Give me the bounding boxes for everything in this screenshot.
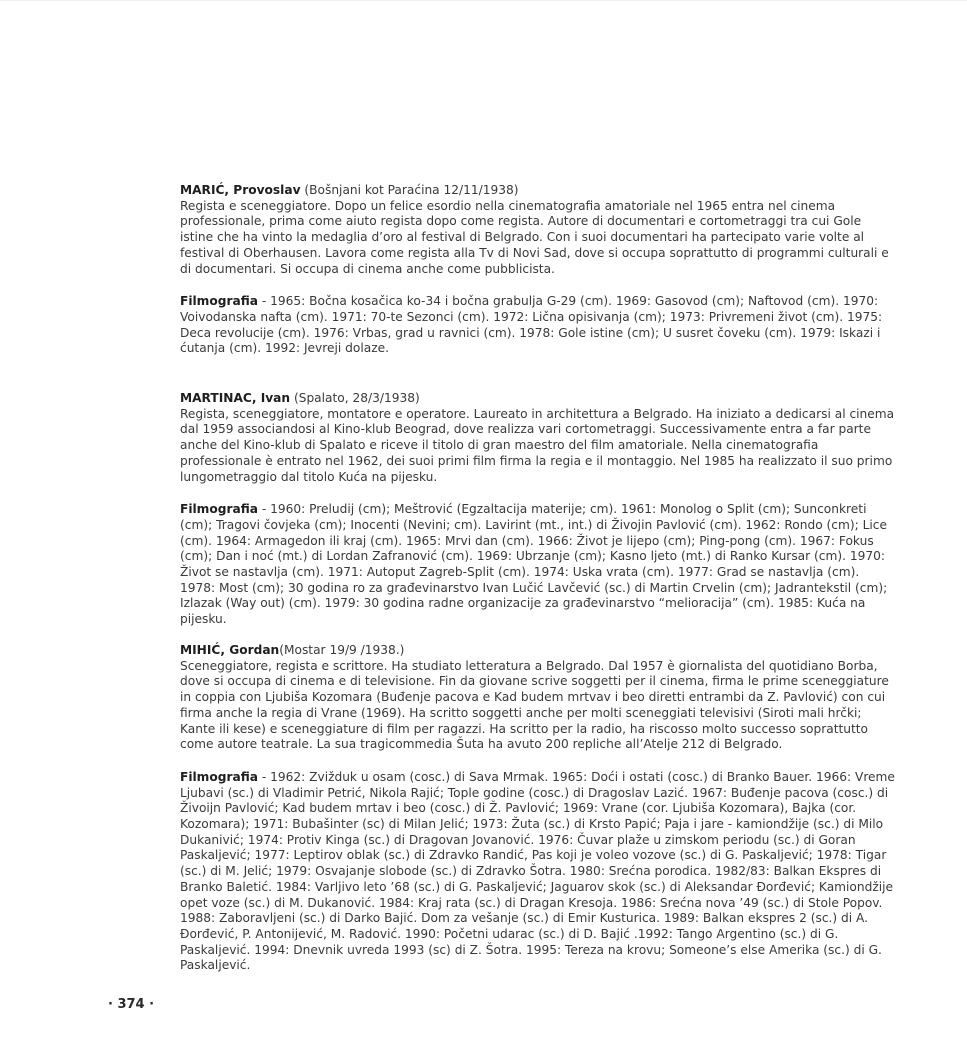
entry-birth: (Mostar 19/9 /1938.) [279, 643, 405, 657]
entry-filmography [180, 294, 898, 357]
filmography-text: - 1960: Preludij (cm); Meštrović (Egzaltacija materije; cm). 1961: Monolog o Split (cm); Sunconkreti (cm); Tragovi čovjeka (cm); Inocenti (Nevini; cm). Lavirint (mt., int.) di Živojin Pavlović (cm). 1962: Rondo (cm); Lice (cm). 1964: Armagedon ili kraj (cm). 1965: Mrvi dan (cm). 1966: Život je lijepo (cm); Ping-pong (cm). 1967: Fokus (cm); Dan i noć (mt.) di Lordan Zafranović (cm). 1969: Ubrzanje (cm); Kasno ljeto (mt.) di Ranko Kursar (cm). 1970: Život se nastavlja (cm). 1971: Autoput Zagreb-Split (cm). 1974: Uska vrata (cm). 1977: Grad se nastavlja (cm). 1978: Most (cm); 30 godina ro za građevinarstvo Ivan Lučić Lavčević (sc.) di Martin Crvelin (cm); Jadrantekstil (cm); Izlazak (Way out) (cm). 1979: 30 godina radne organizacije za građevinarstvo “melioracija” (cm). 1985: Kuća na pijesku. [180, 502, 888, 627]
page-edge [0, 0, 967, 1]
entry-filmography [180, 502, 898, 628]
entry-filmography [180, 770, 898, 974]
entry-heading [180, 183, 898, 199]
entry-heading [180, 643, 898, 659]
entry-birth: (Bošnjani kot Paraćina 12/11/1938) [304, 183, 519, 197]
biography-entry [180, 643, 898, 974]
page-number: · 374 · [108, 997, 155, 1012]
entry-name: MIHIĆ, Gordan [180, 643, 280, 657]
filmography-label: Filmografia [180, 502, 258, 517]
entry-name: MARTINAC, Ivan [180, 391, 291, 405]
entry-heading [180, 391, 898, 407]
biography-entry [180, 391, 898, 628]
entry-bio: Regista, sceneggiatore, montatore e operatore. Laureato in architettura a Belgrado. Ha iniziato a dedicarsi al cinema dal 1959 associandosi al Kino-klub Beograd, dove realizza vari cortometraggi. Successivamente entra a far parte anche del Kino-klub di Spalato e riceve il titolo di gran maestro del film amatoriale. Nella cinematografia professionale è entrato nel 1962, dei suoi primi film firma la regia e il montaggio. Nel 1985 ha realizzato il suo primo lungometraggio dal titolo Kuća na pijesku. [180, 406, 895, 484]
entry-name: MARIĆ, Provoslav [180, 183, 301, 197]
filmography-label: Filmografia [180, 294, 258, 309]
entry-bio: Regista e sceneggiatore. Dopo un felice esordio nella cinematografia amatoriale nel 1965 entra nel cinema professionale, prima come aiuto regista dopo come regista. Autore di documentari e cortometraggi tra cui Gole istine che ha vinto la medaglia d’oro al festival di Belgrado. Con i suoi documentari ha partecipato varie volte al festival di Oberhausen. Lavora come regista alla Tv di Novi Sad, dove si occupa soprattutto di programmi culturali e di documentari. Si occupa di cinema anche come pubblicista. [180, 198, 889, 276]
filmography-text: - 1962: Zvižduk u osam (cosc.) di Sava Mrmak. 1965: Doći i ostati (cosc.) di Branko Bauer. 1966: Vreme Ljubavi (sc.) di Vladimir Petrić, Nikola Rajić; Tople godine (cosc.) di Dragoslav Lazić. 1967: Buđenje pacova (cosc.) di Živoijn Pavlović; Kad budem mrtav i beo (cosc.) di Ž. Pavlović; 1969: Vrane (cor. Ljubiša Kozomara), Bajka (cor. Kozomara); 1971: Bubašinter (sc) di Milan Jelić; 1973: Žuta (sc.) di Krsto Papić; Paja i jare - kamiondžije (sc.) di Milo Dukanivić; 1974: Protiv Kinga (sc.) di Dragovan Jovanović. 1976: Čuvar plaže u zimskom periodu (sc.) di Goran Paskaljević; 1977: Leptirov oblak (sc.) di Zdravko Randić, Pas koji je voleo vozove (sc.) di G. Paskaljević; 1978: Tigar (sc.) di M. Jelić; 1979: Osvajanje slobode (sc.) di Zdravko Šotra. 1980: Srećna porodica. 1982/83: Balkan Ekspres di Branko Baletić. 1984: Varljivo leto ’68 (sc.) di G. Paskaljević; Jaguarov skok (sc.) di Aleksandar Đorđević; Kamiondžije opet voze (sc.) di M. Dukanović. 1984: Kraj rata (sc.) di Dragan Kresoja. 1986: Srećna nova ’49 (sc.) di Stole Popov. 1988: Zaboravljeni (sc.) di Darko Bajić. Dom za vešanje (sc.) di Emir Kusturica. 1989: Balkan ekspres 2 (sc.) di A. Đorđević, P. Antonijević, M. Radović. 1990: Početni udarac (sc.) di D. Bajić .1992: Tango Argentino (sc.) di G. Paskaljević. 1994: Dnevnik uvreda 1993 (sc) di Z. Šotra. 1995: Tereza na krovu; Someone’s else Amerika (sc.) di G. Paskaljević. [180, 769, 895, 973]
filmography-text: - 1965: Bočna kosačica ko-34 i bočna grabulja G-29 (cm). 1969: Gasovod (cm); Naftovod (cm). 1970: Voivodanska nafta (cm). 1971: 70-te Sezonci (cm). 1972: Lična opisivanja (cm); 1973: Privremeni život (cm). 1975: Deca revolucije (cm). 1976: Vrbas, grad u ravnici (cm). 1978: Gole istine (cm); U susret čoveku (cm). 1979: Iskazi i ćutanja (cm). 1992: Jevreji dolaze. [180, 294, 883, 356]
entry-bio: Sceneggiatore, regista e scrittore. Ha studiato letteratura a Belgrado. Dal 1957 è giornalista del quotidiano Borba, dove si occupa di cinema e di televisione. Fin da giovane scrive soggetti per il cinema, firma le prime sceneggiature in coppia con Ljubiša Kozomara (Buđenje pacova e Kad budem mrtvav i beo diretti entrambi da Z. Pavlović) con cui firma anche la regia di Vrane (1969). Ha scritto soggetti anche per molti sceneggiati televisivi (Siroti mali hrčki; Kante ili kese) e sceneggiature di film per ragazzi. Ha scritto per la radio, ha riscosso molto successo soprattutto come autore teatrale. La sua tragicommedia Šuta ha avuto 200 repliche all’Atelje 212 di Belgrado. [180, 658, 889, 752]
biography-entry [180, 183, 898, 357]
entry-birth: (Spalato, 28/3/1938) [293, 391, 420, 405]
filmography-label: Filmografia [180, 769, 258, 784]
